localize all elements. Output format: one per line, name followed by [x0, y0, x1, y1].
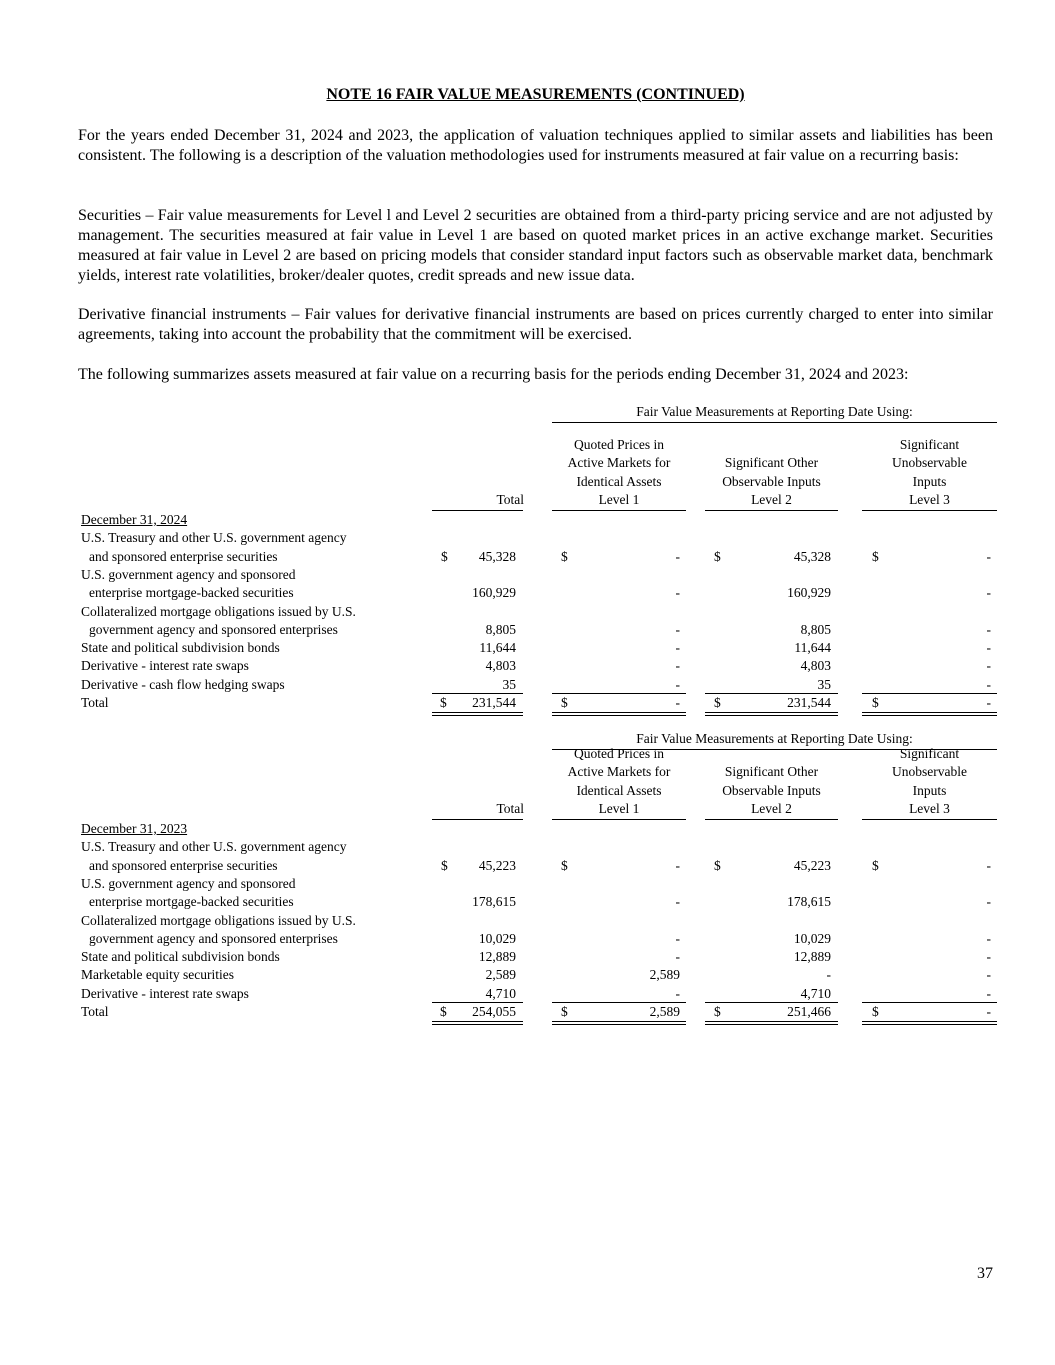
row-label: Derivative - cash flow hedging swaps	[81, 676, 285, 692]
total-double-rule-level3	[862, 712, 997, 716]
total-double-rule-level2	[705, 712, 838, 716]
cell-total: 4,803	[485, 658, 516, 674]
total-double-rule-level1	[552, 712, 686, 716]
cell-level3: -	[986, 949, 991, 965]
level3-header-line: Significant	[899, 746, 960, 762]
cell-level2: 4,710	[800, 985, 831, 1001]
currency-symbol: $	[872, 1004, 879, 1019]
total-cell-level2: 251,466	[787, 1004, 831, 1019]
cell-level3: -	[986, 658, 991, 674]
row-label: Derivative - interest rate swaps	[81, 658, 249, 674]
total-cell-total: 254,055	[472, 1004, 516, 1019]
row-label: U.S. government agency and sponsored	[81, 875, 296, 891]
header-rule-total	[432, 510, 523, 511]
currency-symbol: $	[714, 857, 721, 873]
row-label: State and political subdivision bonds	[81, 640, 280, 656]
group-header-rule	[552, 422, 997, 423]
level2-header-line: Observable Inputs	[722, 473, 821, 489]
header-rule-level3	[862, 510, 997, 511]
total-double-rule-total	[432, 712, 523, 716]
cell-level1: -	[675, 585, 680, 601]
row-label: and sponsored enterprise securities	[89, 548, 278, 564]
header-rule-level1	[552, 510, 686, 511]
total-cell-level3: -	[986, 695, 991, 710]
level1-header-line: Identical Assets	[576, 782, 662, 798]
cell-level2: 10,029	[793, 930, 831, 946]
level1-header-line: Active Markets for	[567, 455, 671, 471]
cell-level2: 45,328	[793, 548, 831, 564]
cell-level1: -	[675, 676, 680, 692]
cell-level2: 160,929	[787, 585, 831, 601]
currency-symbol: $	[561, 857, 568, 873]
total-row-label: Total	[81, 1004, 109, 1019]
level3-header-line: Significant	[899, 437, 960, 453]
cell-level3: -	[986, 621, 991, 637]
currency-symbol: $	[872, 857, 879, 873]
currency-symbol: $	[872, 695, 879, 710]
cell-level1: -	[675, 894, 680, 910]
level1-header-line: Active Markets for	[567, 764, 671, 780]
cell-level1: -	[675, 949, 680, 965]
cell-total: 35	[502, 676, 516, 692]
cell-level3: -	[986, 967, 991, 983]
period-label: December 31, 2023	[81, 821, 188, 836]
total-double-rule-level2	[705, 1021, 838, 1025]
level3-header-line: Inputs	[912, 782, 947, 798]
level2-header-line: Observable Inputs	[722, 782, 821, 798]
cell-level3: -	[986, 985, 991, 1001]
cell-total: 45,223	[478, 857, 516, 873]
currency-symbol: $	[440, 1004, 447, 1019]
header-rule-level2	[705, 510, 838, 511]
level1-header-line: Identical Assets	[576, 473, 662, 489]
row-label: government agency and sponsored enterprises	[89, 621, 338, 637]
total-double-rule-level1	[552, 1021, 686, 1025]
level3-header-line: Unobservable	[892, 455, 967, 471]
currency-symbol: $	[714, 695, 721, 710]
cell-level3: -	[986, 857, 991, 873]
cell-level2: 11,644	[794, 640, 831, 656]
cell-level1: -	[675, 548, 680, 564]
cell-level3: -	[986, 676, 991, 692]
cell-level1: 2,589	[649, 967, 680, 983]
currency-symbol: $	[441, 548, 448, 564]
cell-level3: -	[986, 548, 991, 564]
cell-total: 2,589	[485, 967, 516, 983]
total-cell-level1: 2,589	[649, 1004, 680, 1019]
row-label: U.S. Treasury and other U.S. government agency	[81, 839, 347, 855]
cell-level2: 8,805	[800, 621, 831, 637]
currency-symbol: $	[561, 548, 568, 564]
cell-total: 178,615	[472, 894, 516, 910]
cell-total: 8,805	[485, 621, 516, 637]
header-rule-level2	[705, 819, 838, 820]
total-row-label: Total	[81, 695, 109, 710]
cell-level3: -	[986, 585, 991, 601]
cell-total: 160,929	[472, 585, 516, 601]
cell-level2: 178,615	[787, 894, 831, 910]
cell-level1: -	[675, 930, 680, 946]
total-cell-total: 231,544	[472, 695, 516, 710]
paragraph-derivatives: Derivative financial instruments – Fair values for derivative financial instruments are based on prices currently charged to enter into similar agreements, taking into account the probability that the commitment will be exercised.	[78, 306, 993, 343]
row-label: U.S. Treasury and other U.S. government agency	[81, 530, 347, 546]
group-header: Fair Value Measurements at Reporting Date Using:	[636, 731, 913, 746]
total-double-rule-level3	[862, 1021, 997, 1025]
cell-level2: 12,889	[793, 949, 831, 965]
paragraph-intro: For the years ended December 31, 2024 and 2023, the application of valuation techniques applied to similar assets and liabilities has been consistent. The following is a description of the valuation methodologies used for instruments measured at fair value on a recurring basis:	[78, 127, 993, 164]
row-label: enterprise mortgage-backed securities	[89, 894, 294, 910]
row-label: enterprise mortgage-backed securities	[89, 585, 294, 601]
cell-total: 45,328	[478, 548, 516, 564]
cell-level1: -	[675, 857, 680, 873]
row-label: and sponsored enterprise securities	[89, 857, 278, 873]
currency-symbol: $	[714, 548, 721, 564]
cell-total: 12,889	[478, 949, 516, 965]
header-rule-total	[432, 819, 523, 820]
level1-header-line: Quoted Prices in	[574, 437, 664, 453]
row-label: Derivative - interest rate swaps	[81, 985, 249, 1001]
level2-header-line: Significant Other	[724, 455, 819, 471]
cell-total: 4,710	[485, 985, 516, 1001]
row-label: U.S. government agency and sponsored	[81, 566, 296, 582]
cell-total: 11,644	[479, 640, 516, 656]
total-double-rule-total	[432, 1021, 523, 1025]
level2-header-line: Significant Other	[724, 764, 819, 780]
cell-level1: -	[675, 985, 680, 1001]
row-label: State and political subdivision bonds	[81, 949, 280, 965]
level1-header-line: Level 1	[598, 801, 640, 816]
cell-level3: -	[986, 930, 991, 946]
total-cell-level2: 231,544	[787, 695, 831, 710]
currency-symbol: $	[872, 548, 879, 564]
row-label: Collateralized mortgage obligations issued by U.S.	[81, 603, 356, 619]
header-rule-level3	[862, 819, 997, 820]
group-header: Fair Value Measurements at Reporting Date Using:	[636, 404, 913, 419]
level1-header-line: Quoted Prices in	[574, 746, 664, 762]
currency-symbol: $	[440, 695, 447, 710]
cell-level1: -	[675, 658, 680, 674]
cell-level2: 35	[817, 676, 831, 692]
total-header: Total	[496, 801, 524, 816]
cell-level1: -	[675, 621, 680, 637]
paragraph-summary: The following summarizes assets measured at fair value on a recurring basis for the periods ending December 31, 2024 and 2023:	[78, 366, 909, 383]
level3-header-line: Inputs	[912, 473, 947, 489]
currency-symbol: $	[714, 1004, 721, 1019]
currency-symbol: $	[561, 1004, 568, 1019]
page-number: 37	[977, 1265, 993, 1282]
row-label: Marketable equity securities	[81, 967, 234, 983]
row-label: government agency and sponsored enterprises	[89, 930, 338, 946]
total-header: Total	[496, 492, 524, 507]
cell-level2: -	[826, 967, 831, 983]
header-rule-level1	[552, 819, 686, 820]
cell-total: 10,029	[478, 930, 516, 946]
row-label: Collateralized mortgage obligations issued by U.S.	[81, 912, 356, 928]
cell-level3: -	[986, 640, 991, 656]
level3-header-line: Unobservable	[892, 764, 967, 780]
level2-header-line: Level 2	[751, 801, 792, 816]
level3-header-line: Level 3	[909, 801, 950, 816]
currency-symbol: $	[561, 695, 568, 710]
level1-header-line: Level 1	[598, 492, 640, 507]
level3-header-line: Level 3	[909, 492, 950, 507]
cell-level1: -	[675, 640, 680, 656]
cell-level2: 45,223	[793, 857, 831, 873]
cell-level2: 4,803	[800, 658, 831, 674]
currency-symbol: $	[441, 857, 448, 873]
period-label: December 31, 2024	[81, 512, 188, 527]
total-cell-level1: -	[675, 695, 680, 710]
page-title: NOTE 16 FAIR VALUE MEASUREMENTS (CONTINUED)	[326, 86, 745, 103]
level2-header-line: Level 2	[751, 492, 792, 507]
cell-level3: -	[986, 894, 991, 910]
paragraph-securities: Securities – Fair value measurements for Level l and Level 2 securities are obtained from a third-party pricing service and are not adjusted by management. The securities measured at fair value in Level 1 are based on quoted market prices in an active exchange market. Securities measured at fair value in Level 2 are based on pricing models that consider standard input factors such as observable market data, benchmark yields, interest rate volatilities, broker/dealer quotes, credit spreads and new issue data.	[78, 207, 993, 284]
total-cell-level3: -	[986, 1004, 991, 1019]
